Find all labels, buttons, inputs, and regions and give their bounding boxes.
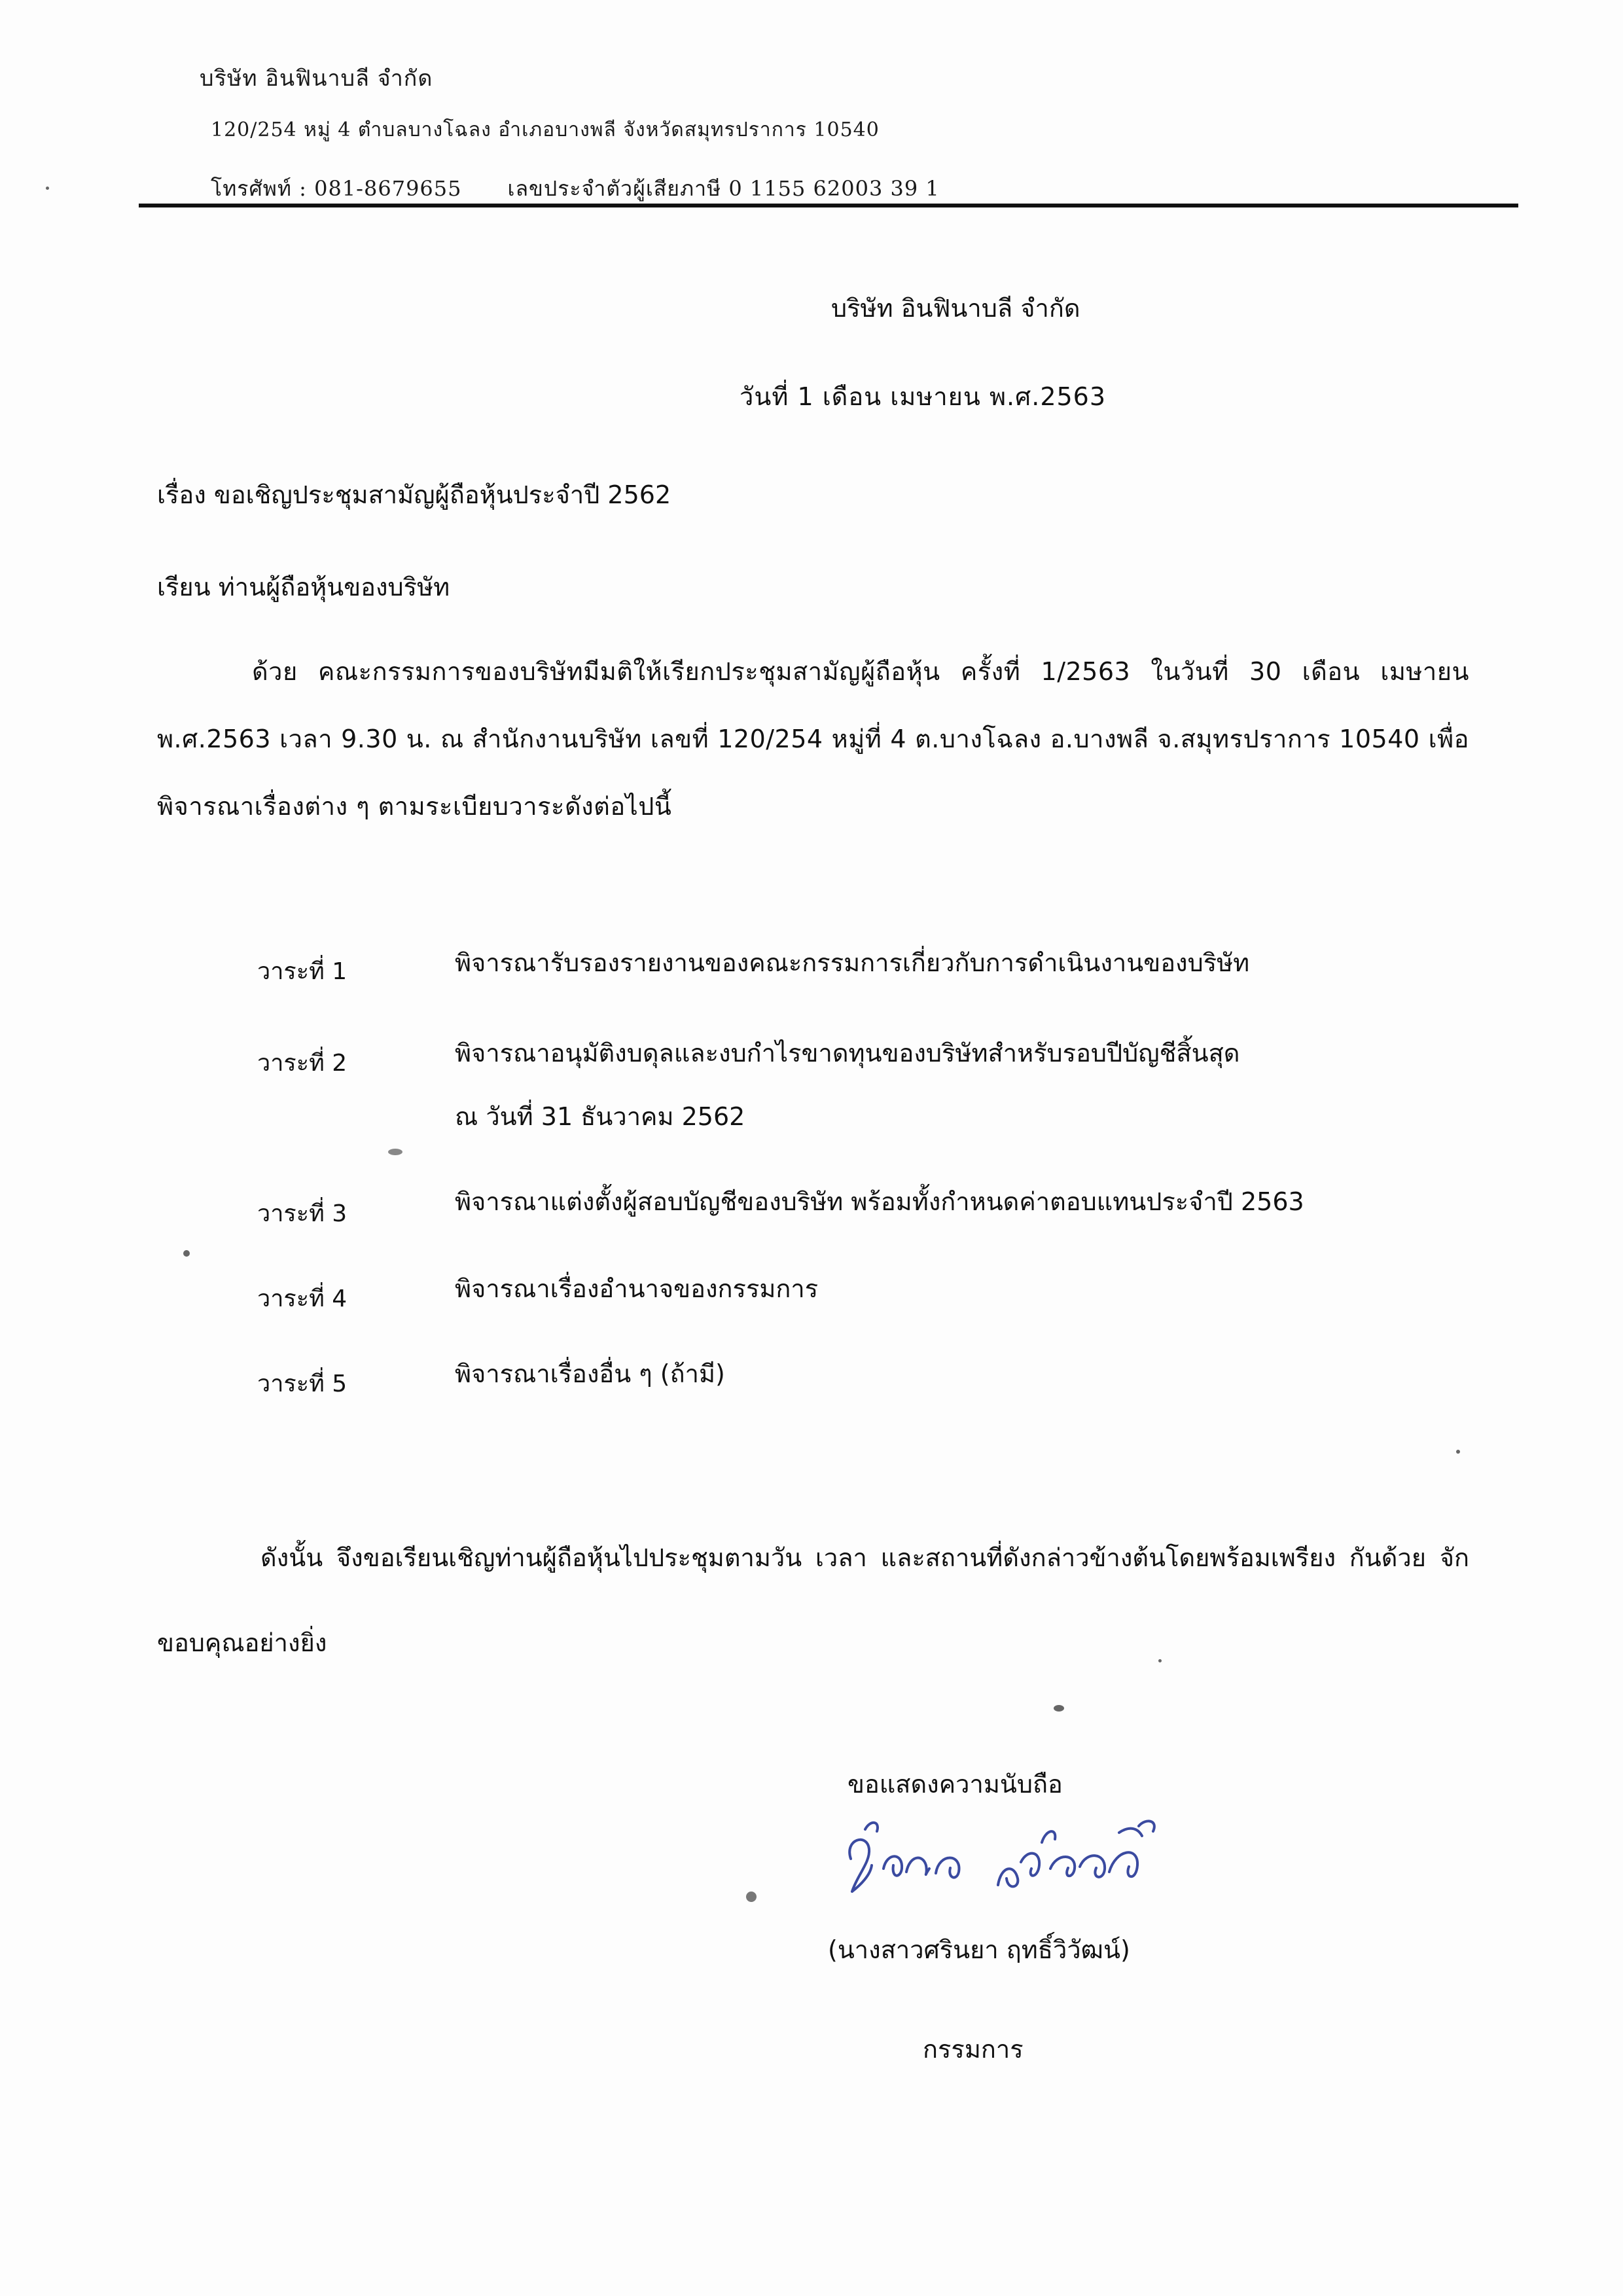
intro-paragraph: ด้วย คณะกรรมการของบริษัทมีมติให้เรียกประชุมสามัญผู้ถือหุ้น ครั้งที่ 1/2563 ในวันที่ 30 เดือน เมษายน พ.ศ.2563 เวลา 9.30 น. ณ สำนักงานบริษัท เลขที่ 120/254 หมู่ที่ 4 ต.บางโฉลง อ.บางพลี จ.สมุทรปราการ 10540 เพื่อพิจารณาเรื่องต่าง ๆ ตามระเบียบวาระดังต่อไปนี้	[157, 657, 1469, 821]
agenda-label-4: วาระที่ 4	[257, 1285, 348, 1312]
agenda-label-2: วาระที่ 2	[257, 1050, 348, 1077]
scan-speck	[746, 1892, 757, 1902]
closing-regards: ขอแสดงความนับถือ	[847, 1770, 1063, 1799]
letter-subject: เรื่อง ขอเชิญประชุมสามัญผู้ถือหุ้นประจำปี 2562	[157, 480, 671, 509]
scan-speck	[46, 187, 49, 190]
agenda-text-3: พิจารณาแต่งตั้งผู้สอบบัญชีของบริษัท พร้อมทั้งกำหนดค่าตอบแทนประจำปี 2563	[455, 1187, 1304, 1216]
agenda-text-2: พิจารณาอนุมัติงบดุลและงบกำไรขาดทุนของบริษัทสำหรับรอบปีบัญชีสิ้นสุด	[455, 1039, 1240, 1067]
handwritten-signature	[831, 1813, 1171, 1911]
agenda-label-3: วาระที่ 3	[257, 1200, 348, 1227]
company-name: บริษัท อินฟินาบลี จำกัด	[831, 294, 1080, 323]
letterhead-company-name: บริษัท อินฟินาบลี จำกัด	[200, 65, 433, 92]
signatory-name: (นางสาวศรินยา ฤทธิ์วิวัฒน์)	[828, 1935, 1130, 1964]
agenda-text-1: พิจารณารับรองรายงานของคณะกรรมการเกี่ยวกับการดำเนินงานของบริษัท	[455, 948, 1250, 977]
agenda-text-4: พิจารณาเรื่องอำนาจของกรรมการ	[455, 1274, 819, 1303]
letterhead-tax-id: เลขประจำตัวผู้เสียภาษี 0 1155 62003 39 1	[507, 176, 940, 201]
agenda-text-2-continued: ณ วันที่ 31 ธันวาคม 2562	[455, 1102, 745, 1131]
scan-speck	[1054, 1705, 1064, 1712]
scan-speck	[1456, 1450, 1460, 1454]
letterhead-contact	[211, 172, 940, 206]
agenda-label-1: วาระที่ 1	[257, 958, 348, 985]
letterhead-phone: โทรศัพท์ : 081-8679655	[211, 176, 462, 201]
letter-recipient: เรียน ท่านผู้ถือหุ้นของบริษัท	[157, 573, 450, 601]
scan-speck	[388, 1149, 402, 1155]
scan-speck	[183, 1250, 190, 1257]
letter-date: วันที่ 1 เดือน เมษายน พ.ศ.2563	[740, 382, 1107, 411]
agenda-label-5: วาระที่ 5	[257, 1371, 348, 1397]
agenda-text-5: พิจารณาเรื่องอื่น ๆ (ถ้ามี)	[455, 1359, 725, 1388]
signatory-title: กรรมการ	[923, 2035, 1024, 2064]
scan-speck	[1158, 1659, 1162, 1662]
letterhead-address: 120/254 หมู่ 4 ตำบลบางโฉลง อำเภอบางพลี จังหวัดสมุทรปราการ 10540	[211, 118, 880, 141]
letterhead-divider	[139, 204, 1518, 207]
closing-paragraph: ดังนั้น จึงขอเรียนเชิญท่านผู้ถือหุ้นไปประชุมตามวัน เวลา และสถานที่ดังกล่าวข้างต้นโดยพร้อมเพรียง กันด้วย จักขอบคุณอย่างยิ่ง	[157, 1543, 1469, 1657]
